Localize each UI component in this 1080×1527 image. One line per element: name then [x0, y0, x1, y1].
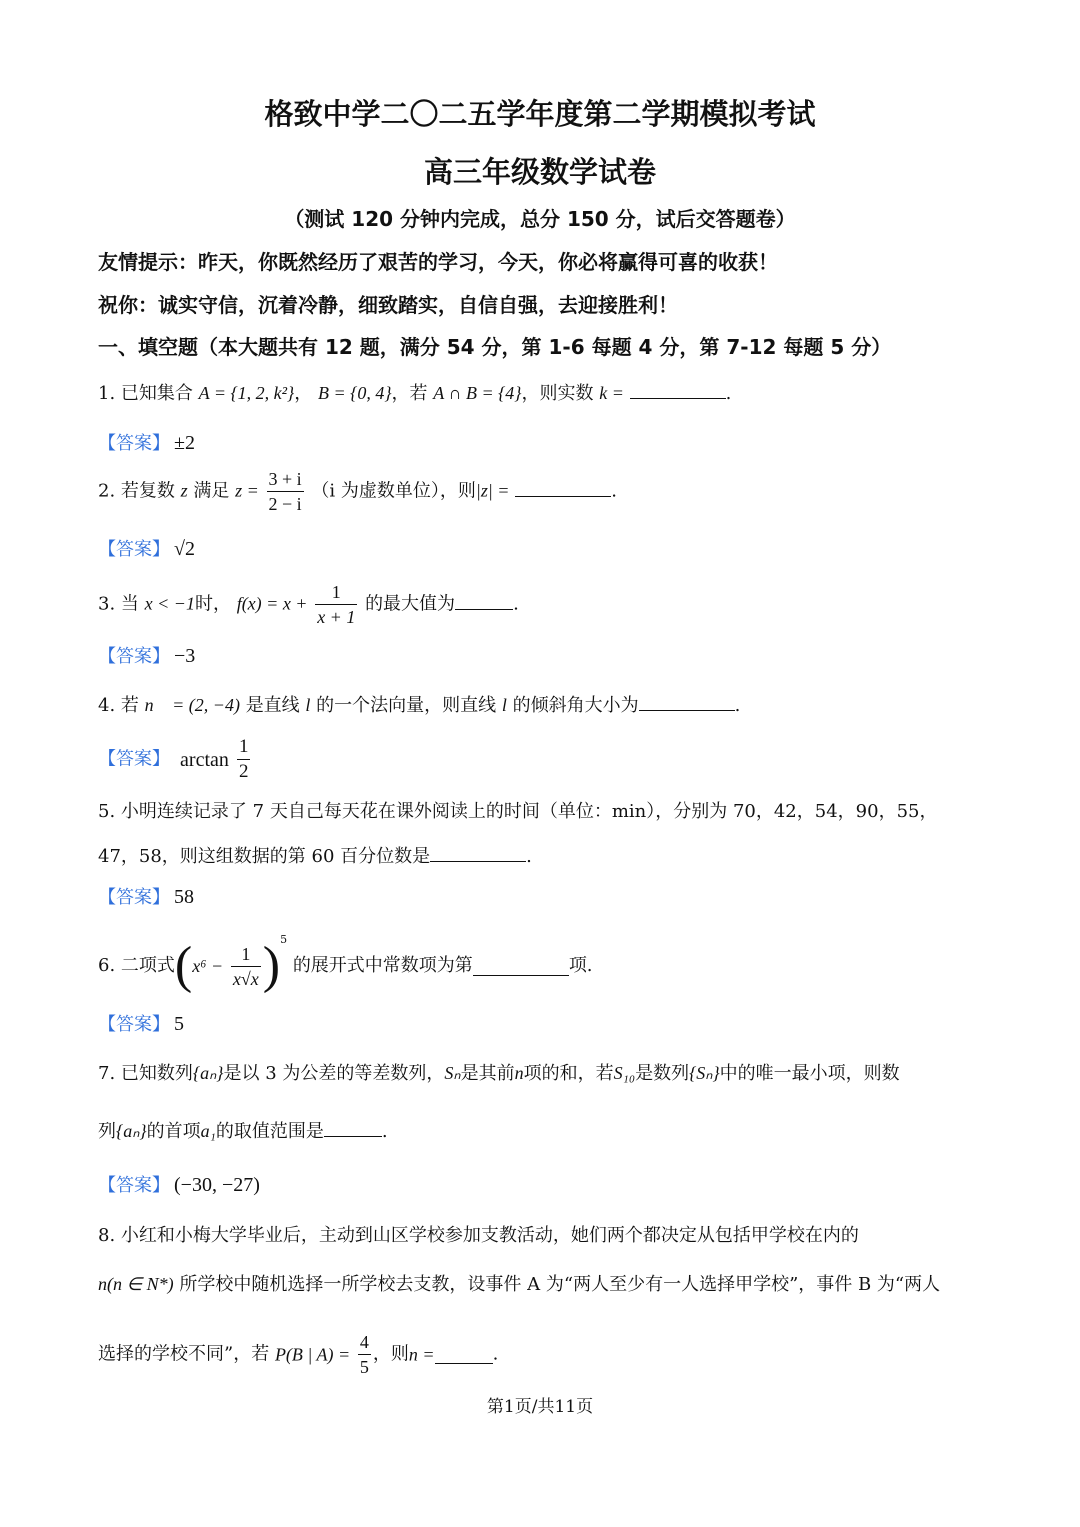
question-1	[98, 380, 731, 406]
right-paren: )	[262, 937, 281, 994]
q-text: 小红和小梅大学毕业后，主动到山区学校参加支教活动，她们两个都决定从包括甲学校在内的	[120, 1225, 859, 1246]
math-expr: z	[180, 480, 188, 501]
q-text: .	[492, 1343, 499, 1365]
section-heading: 一、填空题（本大题共有 12 题，满分 54 分，第 1-6 每题 4 分，第 7-12 每题 5 分）	[98, 335, 892, 359]
q-text: 选择的学校不同”，若	[98, 1343, 270, 1365]
answer-1	[98, 430, 195, 457]
math-expr: P(B | A) =	[274, 1344, 351, 1365]
q-text: .	[734, 695, 741, 716]
question-6	[98, 928, 593, 992]
q-text: 满足	[193, 480, 230, 502]
q-text: 是以 3 为公差的等差数列，	[223, 1063, 445, 1084]
answer-label: 【答案】	[98, 433, 170, 454]
question-2	[98, 467, 617, 516]
answer-label: 【答案】	[98, 646, 170, 667]
q-text: 列	[98, 1121, 116, 1142]
tip-line-1: 友情提示：昨天，你既然经历了艰苦的学习，今天，你必将赢得可喜的收获！	[98, 250, 778, 274]
question-5-line-1	[98, 800, 937, 824]
q-text: 小明连续记录了 7 天自己每天花在课外阅读上的时间（单位：min），分别为 70，42，54，90，55，	[120, 801, 938, 822]
question-8-line-3	[98, 1330, 498, 1379]
fraction-numerator: 1	[231, 942, 261, 967]
exam-title: 格致中学二〇二五学年度第二学期模拟考试	[264, 97, 816, 131]
answer-blank[interactable]	[630, 380, 726, 399]
math-expr: n⃗ = (2, −4)	[144, 695, 240, 715]
answer-value: (−30, −27)	[174, 1174, 260, 1196]
fraction-denominator: 2	[238, 761, 249, 782]
fraction	[315, 580, 357, 629]
exponent: 5	[280, 933, 288, 946]
math-expr: n(n ∈ N*)	[98, 1274, 174, 1294]
answer-label: 【答案】	[98, 1014, 170, 1035]
answer-value: √2	[174, 538, 195, 560]
question-number: 6.	[98, 955, 116, 976]
fraction	[267, 467, 304, 516]
exam-instructions: （测试 120 分钟内完成，总分 150 分，试后交答题卷）	[284, 207, 796, 231]
q-text: 是其前	[460, 1063, 515, 1084]
answer-value: −3	[174, 645, 196, 667]
math-expr: n	[514, 1063, 524, 1083]
q-text: 二项式	[120, 955, 175, 976]
math-expr: l	[501, 695, 507, 715]
math-expr: x < −1	[144, 593, 195, 614]
math-expr: a₁	[200, 1121, 216, 1141]
answer-value: arctan	[180, 748, 229, 771]
answer-label: 【答案】	[98, 887, 170, 908]
answer-value: 58	[174, 886, 194, 908]
answer-5	[98, 884, 194, 911]
q-text: 已知数列	[120, 1063, 193, 1084]
q-text: .	[725, 383, 732, 404]
q-text: 时，	[194, 593, 231, 615]
math-expr: {aₙ}	[192, 1063, 224, 1083]
question-number: 1.	[98, 383, 116, 404]
fraction-denominator: 2 − i	[268, 494, 302, 514]
question-number: 7.	[98, 1063, 116, 1084]
q-text: 已知集合	[120, 383, 193, 404]
fraction-numerator: 4	[358, 1330, 371, 1355]
math-expr: z =	[235, 480, 259, 501]
q-text: 若	[120, 695, 139, 716]
q-text: 所学校中随机选择一所学校去支教，设事件 A 为“两人至少有一人选择甲学校”，事件 B 为“两人	[179, 1274, 941, 1295]
math-expr: A ∩ B = {4}	[433, 383, 522, 403]
q-text: .	[381, 1121, 388, 1142]
question-8-line-2	[98, 1272, 940, 1297]
answer-4	[98, 735, 252, 784]
q-text: 若复数	[120, 480, 175, 502]
q-text: .	[526, 846, 532, 867]
math-expr: l	[305, 695, 311, 715]
q-text: 的最大值为	[365, 593, 456, 615]
question-number: 8.	[98, 1225, 116, 1246]
math-expr: {Sₙ}	[689, 1063, 720, 1083]
question-number: 5.	[98, 801, 116, 822]
question-number: 4.	[98, 695, 116, 716]
question-5-line-2	[98, 843, 532, 869]
q-text: 的取值范围是	[215, 1121, 324, 1142]
question-4	[98, 692, 740, 718]
answer-blank[interactable]	[639, 692, 735, 711]
math-expr: x⁶ −	[192, 956, 224, 976]
question-number: 3.	[98, 593, 116, 615]
fraction-denominator: x√x	[232, 968, 259, 989]
math-expr: k =	[599, 383, 624, 403]
answer-label: 【答案】	[98, 1175, 170, 1196]
q-text: 的首项	[146, 1121, 201, 1142]
answer-7	[98, 1172, 260, 1199]
math-expr: f(x) = x +	[236, 593, 308, 614]
answer-6	[98, 1011, 184, 1038]
answer-blank[interactable]	[515, 478, 611, 497]
math-expr: {aₙ}	[116, 1121, 147, 1141]
answer-2	[98, 536, 195, 563]
tip-line-2: 祝你：诚实守信，沉着冷静，细致踏实，自信自强，去迎接胜利！	[98, 293, 678, 317]
q-text: 项的和，若	[523, 1063, 614, 1084]
q-text: 的倾斜角大小为	[512, 695, 639, 716]
answer-blank[interactable]	[455, 591, 513, 610]
math-expr: n =	[408, 1344, 435, 1365]
q-text: 当	[120, 593, 139, 615]
q-text: 项.	[568, 955, 593, 976]
q-text: 中的唯一最小项，则数	[719, 1063, 900, 1084]
fraction-denominator: x + 1	[317, 607, 356, 627]
answer-value: ±2	[174, 432, 195, 454]
math-expr: |z| =	[475, 480, 510, 501]
answer-3	[98, 643, 195, 670]
math-expr: B = {0, 4}	[318, 383, 392, 403]
exam-subtitle: 高三年级数学试卷	[423, 155, 656, 189]
answer-blank[interactable]	[473, 957, 569, 976]
left-paren: (	[174, 937, 193, 994]
q-text: 的展开式中常数项为第	[292, 955, 473, 976]
answer-value: 5	[174, 1013, 184, 1035]
fraction	[237, 735, 251, 784]
q-text: ，则实数	[521, 383, 594, 404]
q-text: 47，58，则这组数据的第 60 百分位数是	[98, 846, 431, 867]
q-text: .	[513, 593, 519, 615]
q-text: ，若	[391, 383, 428, 404]
fraction	[358, 1330, 371, 1379]
q-text: ，则	[372, 1343, 409, 1365]
question-7-line-1	[98, 1061, 900, 1086]
answer-blank[interactable]	[435, 1345, 493, 1364]
math-expr: A = {1, 2, k²}	[198, 383, 295, 403]
q-text: 是直线	[245, 695, 300, 716]
q-text: ，	[294, 383, 313, 404]
math-expr: S₁₀	[613, 1063, 636, 1083]
q-text: 的一个法向量，则直线	[316, 695, 497, 716]
fraction-denominator: 5	[359, 1357, 369, 1377]
fraction-numerator: 1	[315, 580, 357, 605]
question-number: 2.	[98, 480, 116, 502]
answer-label: 【答案】	[98, 748, 170, 770]
fraction	[231, 942, 261, 991]
fraction-numerator: 3 + i	[267, 467, 304, 492]
page-number: 第1页/共11页	[486, 1397, 594, 1417]
answer-blank[interactable]	[324, 1118, 382, 1137]
answer-blank[interactable]	[430, 843, 526, 862]
fraction-numerator: 1	[237, 735, 251, 760]
question-8-line-1	[98, 1224, 859, 1248]
q-text: .	[611, 480, 617, 502]
question-3	[98, 580, 519, 629]
answer-label: 【答案】	[98, 539, 170, 560]
math-expr: Sₙ	[444, 1063, 461, 1083]
q-text: 是数列	[635, 1063, 690, 1084]
question-7-line-2	[98, 1118, 388, 1144]
q-text: （i 为虚数单位），则	[311, 480, 476, 502]
